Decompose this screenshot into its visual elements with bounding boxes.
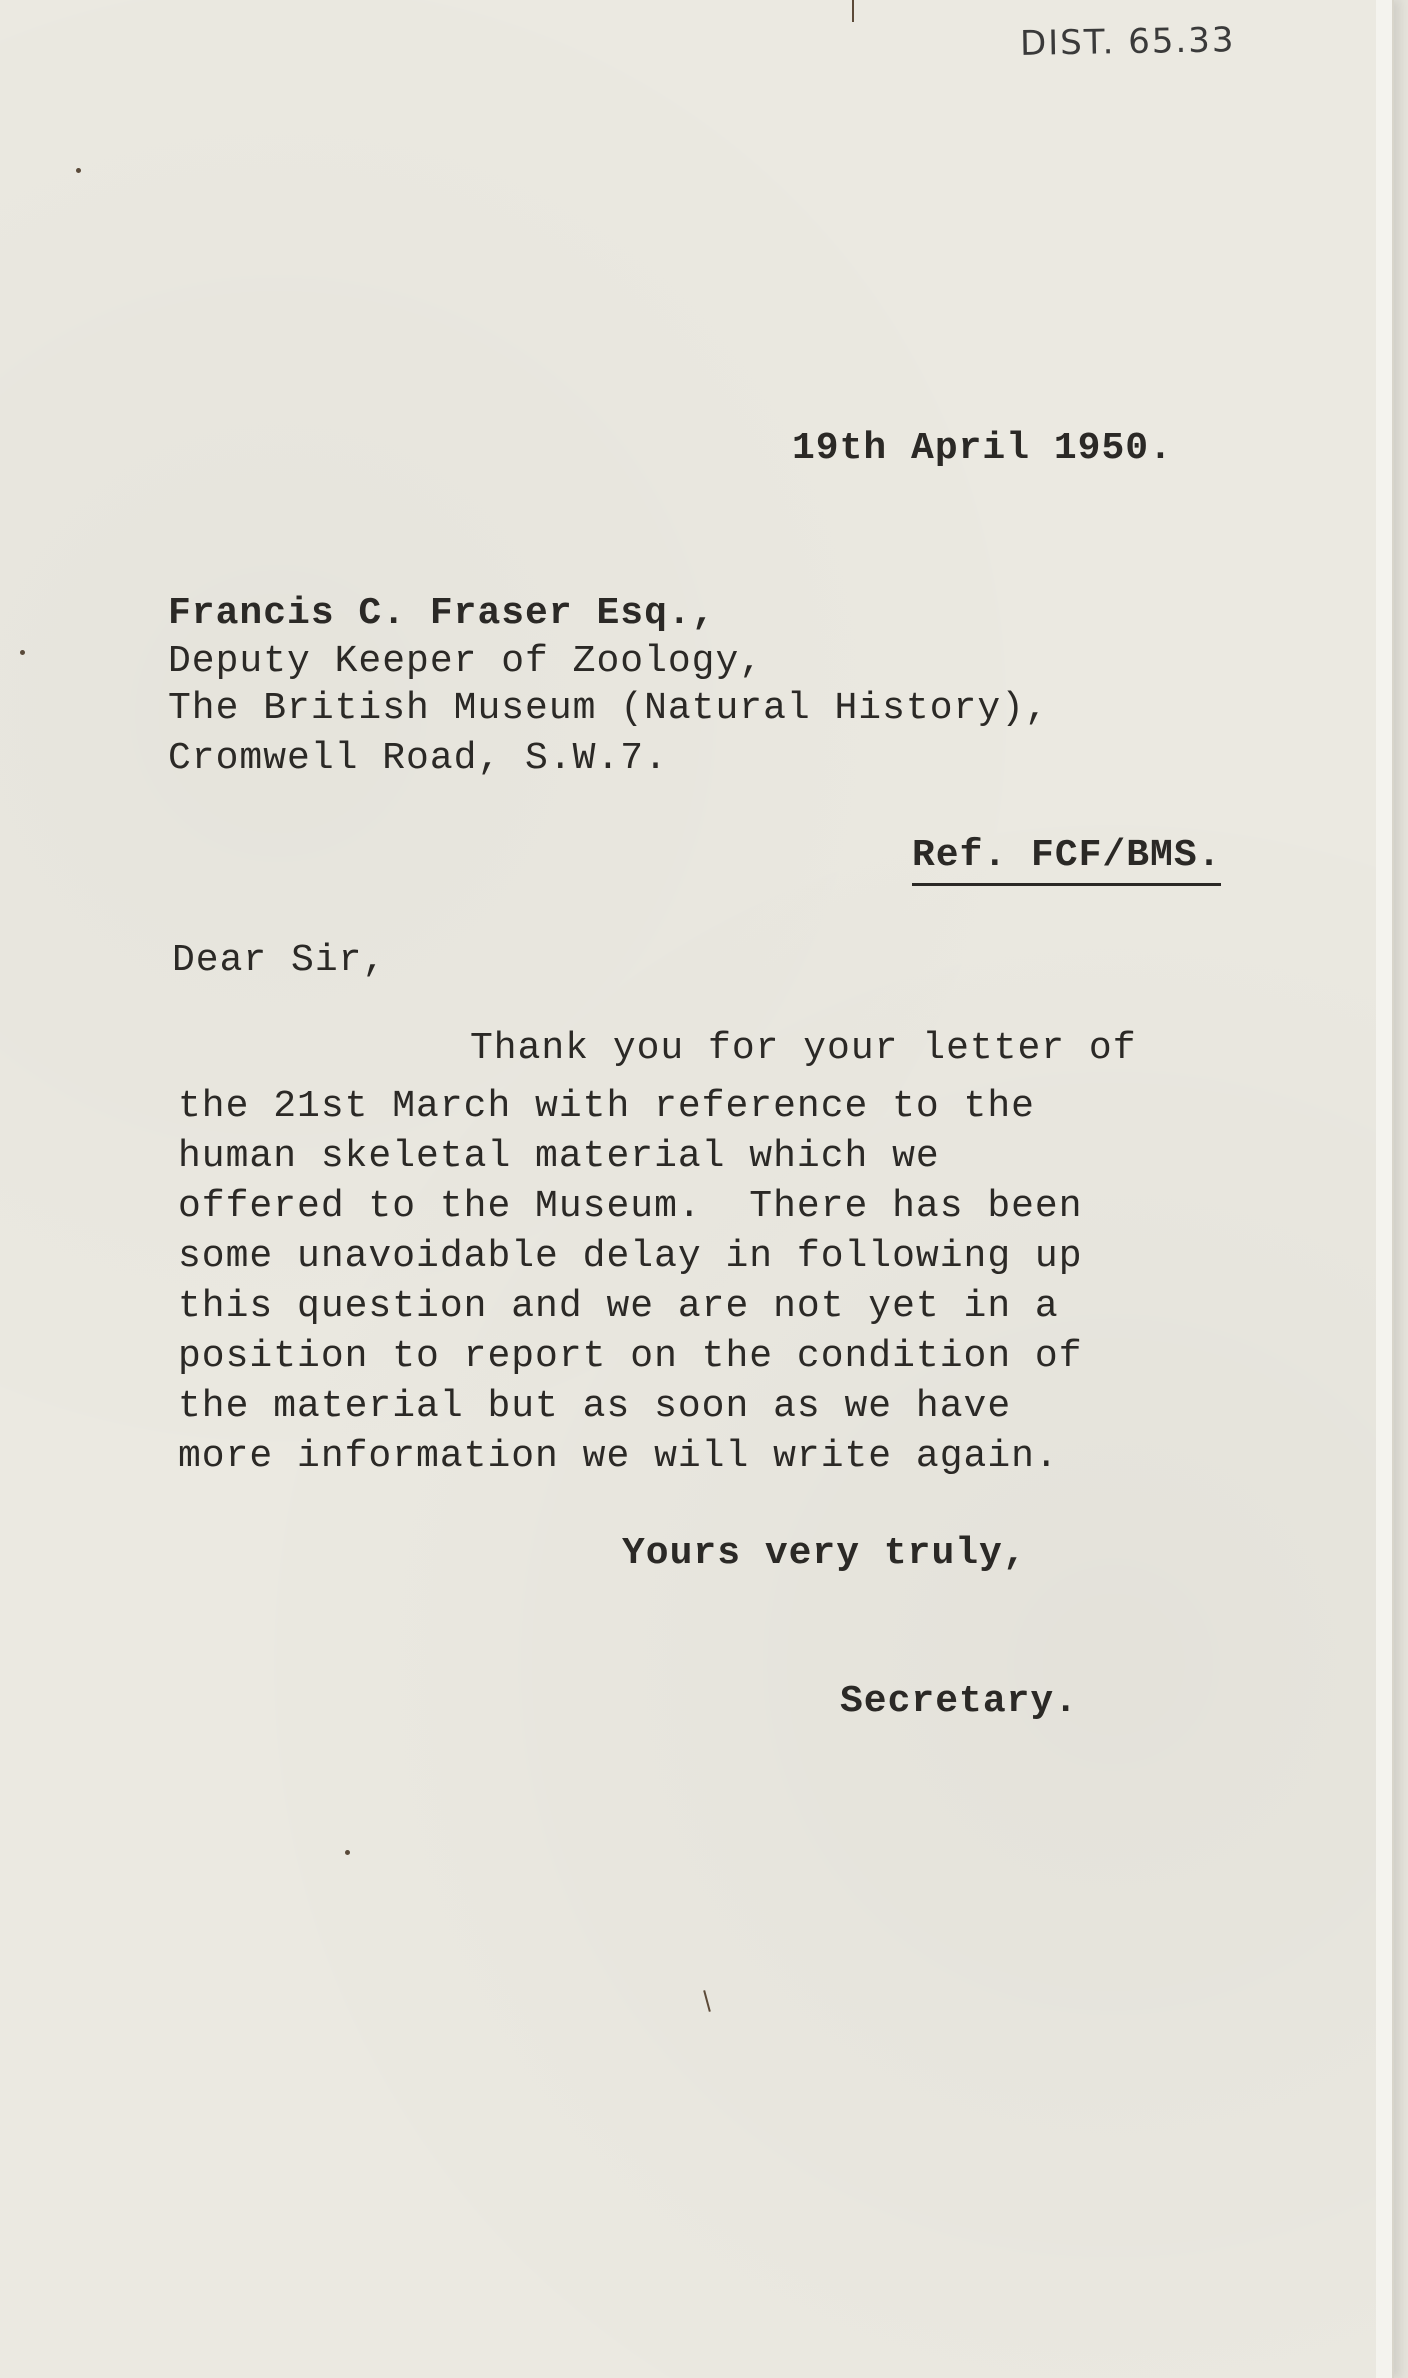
letter-date: 19th April 1950. bbox=[792, 427, 1173, 470]
body-line: the 21st March with reference to the bbox=[178, 1085, 1035, 1128]
paper-speck bbox=[20, 650, 25, 655]
body-line: this question and we are not yet in a bbox=[178, 1285, 1059, 1328]
body-line: offered to the Museum. There has been bbox=[178, 1185, 1083, 1228]
paper-edge bbox=[1376, 0, 1392, 2378]
body-line: human skeletal material which we bbox=[178, 1135, 940, 1178]
reference-line: Ref. FCF/BMS. bbox=[912, 837, 1221, 886]
body-line: Thank you for your letter of bbox=[470, 1027, 1137, 1070]
fold-mark bbox=[703, 1990, 711, 2012]
body-line: position to report on the condition of bbox=[178, 1335, 1083, 1378]
body-line: some unavoidable delay in following up bbox=[178, 1235, 1083, 1278]
archive-reference: DIST. 65.33 bbox=[1019, 20, 1236, 64]
recipient-institution: The British Museum (Natural History), bbox=[168, 687, 1049, 730]
paper-speck bbox=[345, 1850, 350, 1855]
body-line: the material but as soon as we have bbox=[178, 1385, 1012, 1428]
signature: Secretary. bbox=[840, 1680, 1079, 1723]
recipient-title: Deputy Keeper of Zoology, bbox=[168, 640, 764, 683]
salutation: Dear Sir, bbox=[172, 939, 387, 982]
paper-speck bbox=[76, 168, 81, 173]
body-line: more information we will write again. bbox=[178, 1435, 1059, 1478]
recipient-address: Cromwell Road, S.W.7. bbox=[168, 737, 668, 780]
fold-mark bbox=[852, 0, 854, 22]
recipient-name: Francis C. Fraser Esq., bbox=[168, 592, 716, 635]
closing: Yours very truly, bbox=[622, 1532, 1027, 1575]
